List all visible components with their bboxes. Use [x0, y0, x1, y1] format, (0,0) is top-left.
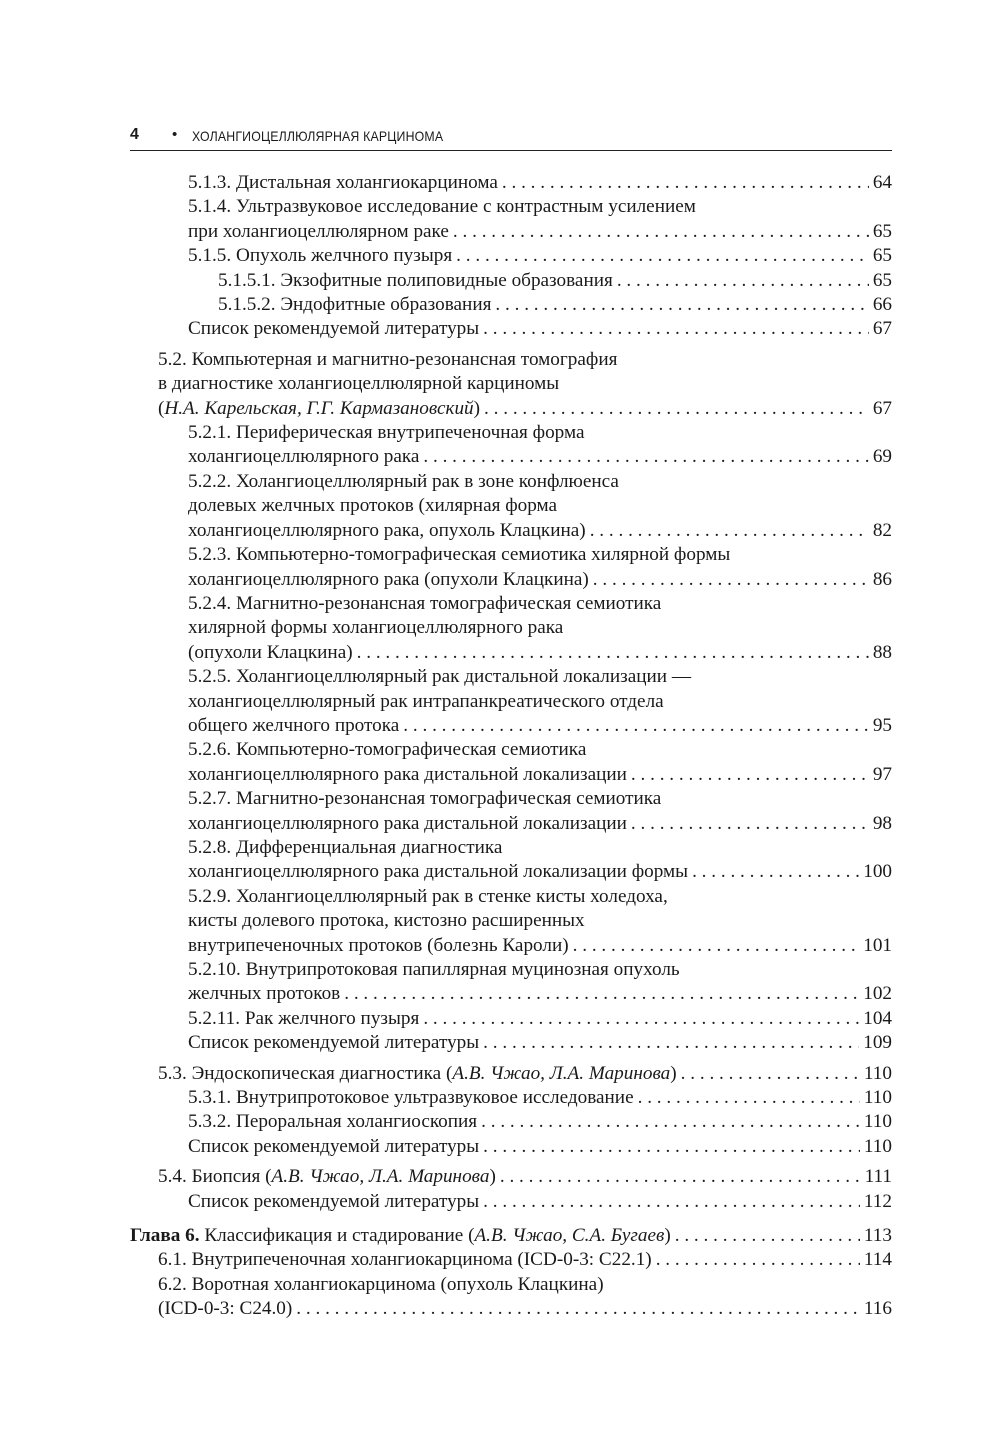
- toc-entry-5-2-6[interactable]: 5.2.6. Компьютерно-томографическая семиотика холангиоцеллюлярного рака дистальной локализации . . . 97: [188, 738, 892, 787]
- page-ref: 111: [864, 1166, 892, 1188]
- toc-entry-5-2-10[interactable]: 5.2.10. Внутрипротоковая папиллярная муцинозная опухоль желчных протоков . . . 102: [188, 958, 892, 1007]
- toc-entry-5-3-2[interactable]: 5.3.2. Пероральная холангиоскопия . . . 110: [188, 1110, 892, 1134]
- toc-entry-5-2-5[interactable]: 5.2.5. Холангиоцеллюлярный рак дистальной локализации — холангиоцеллюлярный рак интрапанкреатического отдела общего желчного протока . . . 95: [188, 665, 892, 738]
- page-ref: 88: [872, 641, 892, 663]
- page-ref: 66: [872, 294, 892, 316]
- toc-entry-5-2-literature[interactable]: Список рекомендуемой литературы . . . 109: [188, 1031, 892, 1055]
- toc-entry-6-1[interactable]: 6.1. Внутрипеченочная холангиокарцинома (ICD-0-3: C22.1) . . . 114: [158, 1248, 892, 1272]
- page-ref: 97: [872, 763, 892, 785]
- toc-entry-5-2-2[interactable]: 5.2.2. Холангиоцеллюлярный рак в зоне конфлюенса долевых желчных протоков (хилярная форма холангиоцеллюлярного рака, опухоль Клацкина) . . . 82: [188, 470, 892, 543]
- page-ref: 86: [872, 568, 892, 590]
- toc-entry-5-2[interactable]: 5.2. Компьютерная и магнитно-резонансная томография в диагностике холангиоцеллюлярной карциномы (Н.А. Карельская, Г.Г. Кармазановский) . . . 67: [158, 348, 892, 421]
- page-ref: 101: [863, 934, 892, 956]
- page-ref: 65: [872, 245, 892, 267]
- toc-entry-5-3-1[interactable]: 5.3.1. Внутрипротоковое ультразвуковое исследование . . . 110: [188, 1086, 892, 1110]
- toc-entry-5-2-4[interactable]: 5.2.4. Магнитно-резонансная томографическая семиотика хилярной формы холангиоцеллюлярного рака (опухоли Клацкина) . . . 88: [188, 592, 892, 665]
- chapter-label: Глава 6.: [130, 1225, 200, 1247]
- header-bullet: •: [172, 126, 178, 143]
- toc-entry-5-4-literature[interactable]: Список рекомендуемой литературы . . . 112: [188, 1190, 892, 1214]
- page-ref: 98: [872, 812, 892, 834]
- toc-entry-5-2-9[interactable]: 5.2.9. Холангиоцеллюлярный рак в стенке кисты холедоха, кисты долевого протока, кистозно расширенных внутрипеченочных протоков (болезнь Кароли) . . . 101: [188, 885, 892, 958]
- page-ref: 110: [863, 1111, 892, 1133]
- authors: А.В. Чжао, С.А. Бугаев: [474, 1225, 665, 1247]
- page-ref: 110: [863, 1087, 892, 1109]
- toc-entry-5-1-literature[interactable]: Список рекомендуемой литературы . . . 67: [188, 317, 892, 341]
- toc-entry-5-2-11[interactable]: 5.2.11. Рак желчного пузыря . . . 104: [188, 1007, 892, 1031]
- page-ref: 82: [872, 519, 892, 541]
- authors: А.В. Чжао, Л.А. Маринова: [452, 1062, 671, 1084]
- page-ref: 95: [872, 714, 892, 736]
- toc-entry-5-2-3[interactable]: 5.2.3. Компьютерно-томографическая семиотика хилярной формы холангиоцеллюлярного рака (опухоли Клацкина) . . . 86: [188, 543, 892, 592]
- toc-entry-5-1-4[interactable]: 5.1.4. Ультразвуковое исследование с контрастным усилением при холангиоцеллюлярном раке . . . 65: [188, 195, 892, 244]
- page-ref: 100: [863, 861, 892, 883]
- page-ref: 109: [863, 1032, 892, 1054]
- page-ref: 110: [863, 1062, 892, 1084]
- page-ref: 112: [863, 1190, 892, 1212]
- page-ref: 65: [872, 269, 892, 291]
- toc-entry-5-2-1[interactable]: 5.2.1. Периферическая внутрипеченочная форма холангиоцеллюлярного рака . . . 69: [188, 421, 892, 470]
- toc-entry-5-3[interactable]: 5.3. Эндоскопическая диагностика (А.В. Чжао, Л.А. Маринова) . . . 110: [158, 1062, 892, 1086]
- toc-chapter-6[interactable]: Глава 6. Классификация и стадирование (А.В. Чжао, С.А. Бугаев) . . . 113: [130, 1224, 892, 1248]
- page-ref: 104: [863, 1007, 892, 1029]
- authors: Н.А. Карельская, Г.Г. Кармазановский: [164, 397, 474, 419]
- page-ref: 114: [863, 1249, 892, 1271]
- toc-entry-5-4[interactable]: 5.4. Биопсия (А.В. Чжао, Л.А. Маринова) . . . 111: [158, 1165, 892, 1189]
- page-ref: 102: [863, 983, 892, 1005]
- page-ref: 67: [872, 318, 892, 340]
- toc-entry-6-2[interactable]: 6.2. Воротная холангиокарцинома (опухоль Клацкина) (ICD-0-3: C24.0) . . . 116: [158, 1273, 892, 1322]
- page-ref: 64: [872, 172, 892, 193]
- toc-entry-5-2-7[interactable]: 5.2.7. Магнитно-резонансная томографическая семиотика холангиоцеллюлярного рака дистальной локализации . . . 98: [188, 787, 892, 836]
- authors: А.В. Чжао, Л.А. Маринова: [271, 1166, 490, 1188]
- running-title: ХОЛАНГИОЦЕЛЛЮЛЯРНАЯ КАРЦИНОМА: [192, 128, 444, 144]
- toc-entry-5-1-3[interactable]: 5.1.3. Дистальная холангиокарцинома . . . 64: [188, 171, 892, 195]
- page-ref: 69: [872, 446, 892, 468]
- page-number: 4: [130, 126, 139, 143]
- toc-entry-5-1-5-1[interactable]: 5.1.5.1. Экзофитные полиповидные образования . . . 65: [218, 269, 892, 293]
- page-ref: 113: [863, 1225, 892, 1247]
- toc-entry-5-2-8[interactable]: 5.2.8. Дифференциальная диагностика холангиоцеллюлярного рака дистальной локализации формы . . . 100: [188, 836, 892, 885]
- page-ref: 110: [863, 1135, 892, 1157]
- toc-entry-5-1-5[interactable]: 5.1.5. Опухоль желчного пузыря . . . 65: [188, 244, 892, 268]
- page-ref: 67: [872, 397, 892, 419]
- toc-entry-5-1-5-2[interactable]: 5.1.5.2. Эндофитные образования . . . 66: [218, 293, 892, 317]
- running-header: [130, 126, 892, 151]
- table-of-contents: [0, 171, 1000, 1322]
- toc-entry-5-3-literature[interactable]: Список рекомендуемой литературы . . . 110: [188, 1135, 892, 1159]
- page-ref: 65: [872, 220, 892, 242]
- page-ref: 116: [863, 1298, 892, 1320]
